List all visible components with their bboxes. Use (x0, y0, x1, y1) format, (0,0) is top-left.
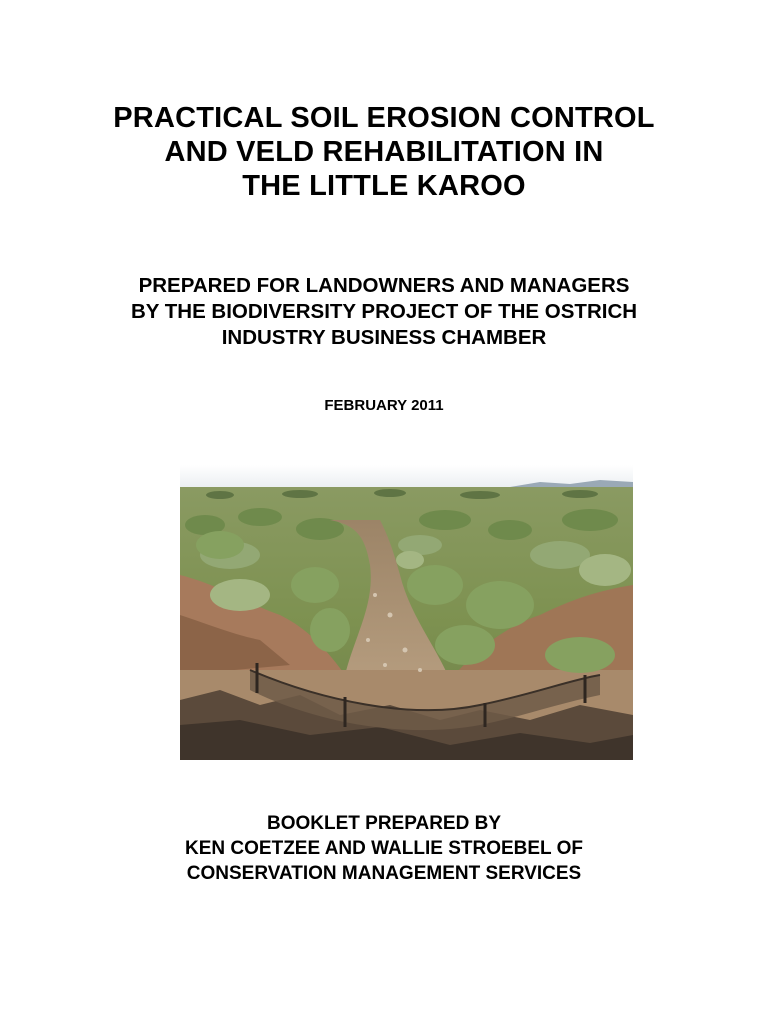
document-title (84, 101, 684, 203)
landscape-illustration (180, 465, 633, 760)
title-line-3: THE LITTLE KAROO (242, 170, 526, 202)
credit-line-2: KEN COETZEE AND WALLIE STROEBEL OF (185, 838, 583, 859)
subtitle-line-2: BY THE BIODIVERSITY PROJECT OF THE OSTRICH (130, 300, 638, 323)
subtitle-line-3: INDUSTRY BUSINESS CHAMBER (221, 326, 547, 349)
title-line-2: AND VELD REHABILITATION IN (164, 136, 604, 168)
title-line-1: PRACTICAL SOIL EROSION CONTROL (113, 102, 655, 134)
credit-line-1: BOOKLET PREPARED BY (266, 813, 501, 834)
subtitle-line-1: PREPARED FOR LANDOWNERS AND MANAGERS (138, 274, 630, 297)
document-subtitle (84, 273, 684, 351)
credit-line-3: CONSERVATION MANAGEMENT SERVICES (186, 863, 582, 884)
booklet-credits (84, 811, 684, 886)
publication-date: FEBRUARY 2011 (324, 397, 444, 414)
cover-photo-erosion-gully (180, 465, 633, 760)
